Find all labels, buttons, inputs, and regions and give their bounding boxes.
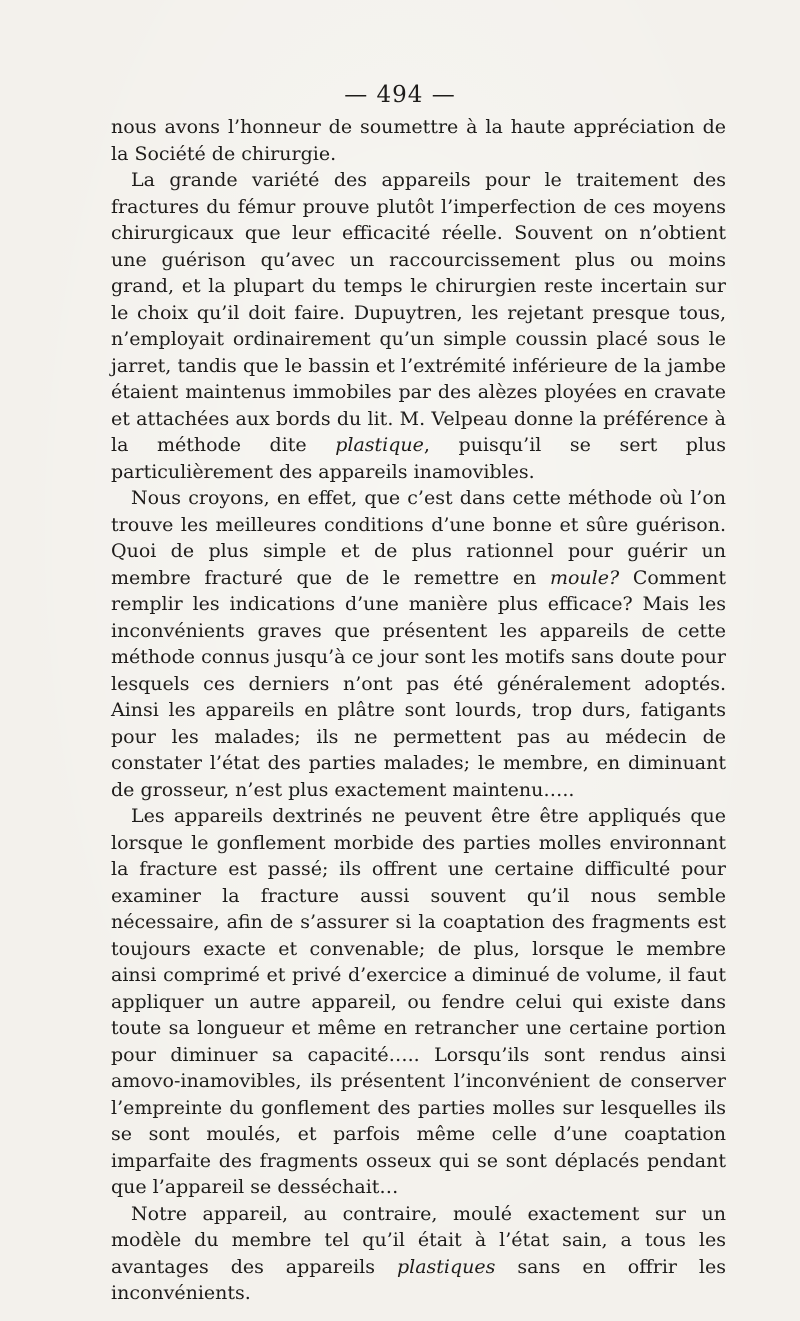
paragraph-2-text-a: La grande variété des appareils pour le traitement des fractures du fémur prouve plutôt l’imperfection de ces moyens chirurgicaux que leur efficacité réelle. Souvent on n’obtient une guérison qu’avec un raccourcissement plus ou moins grand, et la plupart du temps le chirurgien reste incertain sur le choix qu’il doit faire. Dupuytren, les rejetant presque tous, n’employait ordinairement qu’un simple coussin placé sous le jarret, tandis que le bassin et l’extrémité inférieure de la jambe étaient maintenus immobiles par des alèzes ployées en cravate et attachées aux bords du lit. M. Velpeau donne la préférence à la méthode dite	[111, 169, 726, 456]
paragraph-1	[111, 114, 726, 167]
paragraph-3	[111, 485, 726, 803]
emphasis-plastique: plastique	[335, 434, 424, 456]
page-number: — 494 —	[344, 82, 456, 108]
paragraph-4-text: Les appareils dextrinés ne peuvent être être appliqués que lorsque le gonflement morbide des parties molles environnant la fracture est passé; ils offrent une certaine difficulté pour examiner la fracture aussi souvent qu’il nous semble nécessaire, afin de s’assurer si la coaptation des fragments est toujours exacte et convenable; de plus, lorsque le membre ainsi comprimé et privé d’exercice a diminué de volume, il faut appliquer un autre appareil, ou fendre celui qui existe dans toute sa longueur et même en retrancher une certaine portion pour diminuer sa capacité….. Lorsqu’ils sont rendus ainsi amovo-inamovibles, ils présentent l’inconvénient de conserver l’empreinte du gonflement des parties molles sur lesquelles ils se sont moulés, et parfois même celle d’une coaptation imparfaite des fragments osseux qui se sont déplacés pendant que l’appareil se desséchait…	[111, 805, 726, 1198]
paragraph-2	[111, 167, 726, 485]
paragraph-2-text-b: , puisqu’il se sert plus particulièrement des appareils inamovibles.	[111, 434, 727, 483]
paragraph-3-text-b: Comment remplir les indications d’une manière plus efficace? Mais les inconvénients graves que présentent les appareils de cette méthode connus jusqu’à ce jour sont les motifs sans doute pour lesquels ces derniers n’ont pas été généralement adoptés. Ainsi les appareils en plâtre sont lourds, trop durs, fatigants pour les malades; ils ne permettent pas au médecin de constater l’état des parties malades; le membre, en diminuant de grosseur, n’est plus exactement maintenu…..	[111, 566, 726, 801]
paragraph-3-text-a: Nous croyons, en effet, que c’est dans cette méthode où l’on trouve les meilleures conditions d’une bonne et sûre guérison. Quoi de plus simple et de plus rationnel pour guérir un membre fracturé que de le remettre en	[111, 487, 726, 589]
body-text	[111, 114, 726, 1307]
paragraph-4	[111, 803, 726, 1201]
paragraph-5-text-b: sans en offrir les inconvénients.	[111, 1255, 726, 1304]
paragraph-5	[111, 1201, 726, 1307]
paragraph-1-text: nous avons l’honneur de soumettre à la haute appréciation de la Société de chirurgie.	[111, 116, 726, 165]
emphasis-moule: moule?	[549, 566, 620, 589]
emphasis-plastiques: plastiques	[396, 1255, 496, 1278]
paragraph-5-text-a: Notre appareil, au contraire, moulé exactement sur un modèle du membre tel qu’il était à l’état sain, a tous les avantages des appareils	[111, 1202, 726, 1278]
